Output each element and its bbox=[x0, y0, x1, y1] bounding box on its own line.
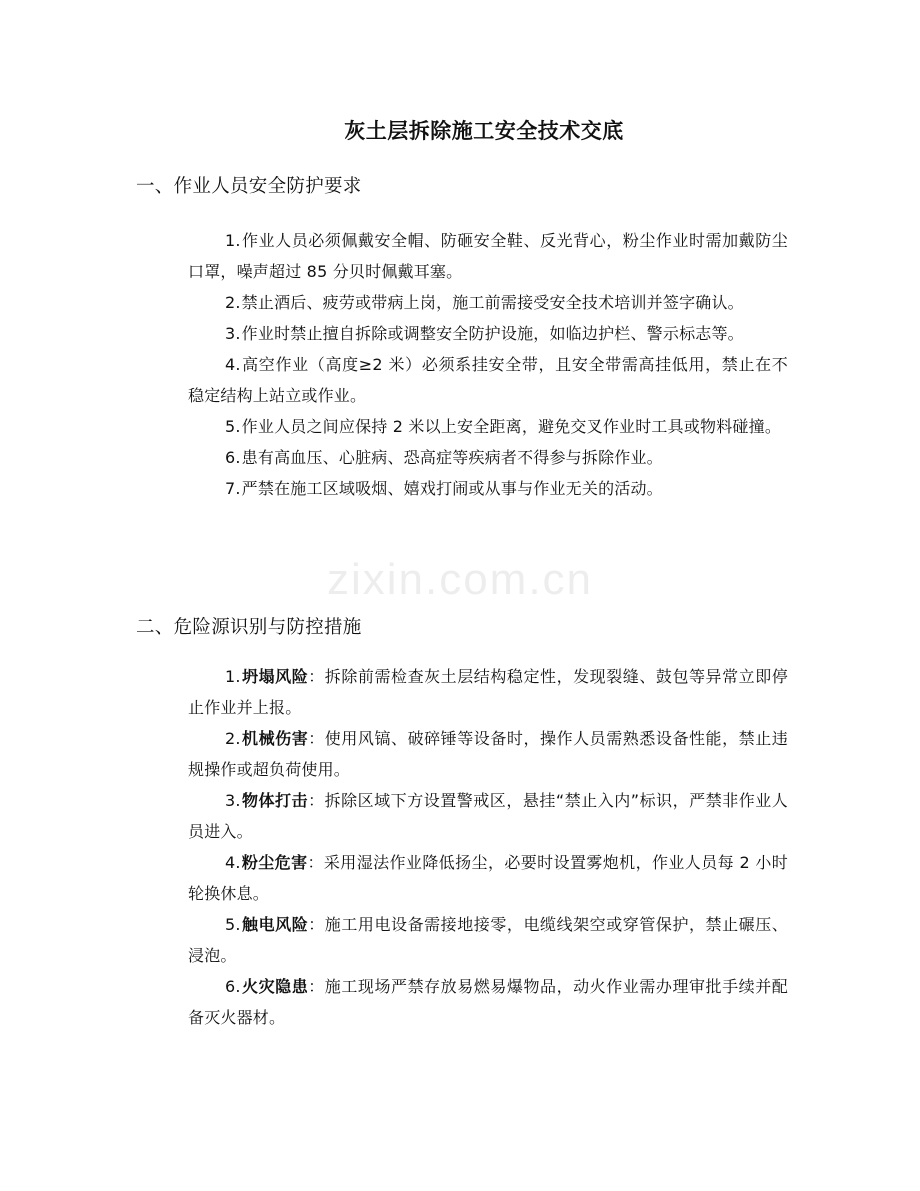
hazard-keyword: 机械伤害 bbox=[241, 729, 309, 748]
item-text: 禁止酒后、疲劳或带病上岗，施工前需接受安全技术培训并签字确认。 bbox=[241, 293, 744, 312]
hazard-keyword: 触电风险 bbox=[241, 915, 309, 934]
watermark: zixin.com.cn bbox=[326, 555, 594, 604]
list-item bbox=[188, 847, 788, 909]
item-text: ：拆除前需检查灰土层结构稳定性，发现裂缝、鼓包等异常立即停止作业并上报。 bbox=[188, 667, 788, 717]
item-number: 7. bbox=[225, 479, 241, 498]
item-text: 作业时禁止擅自拆除或调整安全防护设施，如临边护栏、警示标志等。 bbox=[241, 324, 744, 343]
list-item bbox=[188, 785, 788, 847]
item-number: 6. bbox=[225, 448, 241, 467]
item-number: 6. bbox=[225, 977, 241, 996]
list-item bbox=[188, 411, 788, 442]
hazard-keyword: 火灾隐患 bbox=[241, 977, 309, 996]
item-text: 患有高血压、心脏病、恐高症等疾病者不得参与拆除作业。 bbox=[241, 448, 663, 467]
item-text: 严禁在施工区域吸烟、嬉戏打闹或从事与作业无关的活动。 bbox=[241, 479, 663, 498]
item-number: 1. bbox=[225, 667, 241, 686]
item-number: 3. bbox=[225, 791, 241, 810]
item-text: ：使用风镐、破碎锤等设备时，操作人员需熟悉设备性能，禁止违规操作或超负荷使用。 bbox=[188, 729, 788, 779]
item-text: 高空作业（高度≥2 米）必须系挂安全带，且安全带需高挂低用，禁止在不稳定结构上站立或作业。 bbox=[188, 355, 788, 405]
item-text: 作业人员必须佩戴安全帽、防砸安全鞋、反光背心，粉尘作业时需加戴防尘口罩，噪声超过 85 分贝时佩戴耳塞。 bbox=[188, 231, 788, 281]
section-heading-protection: 一、作业人员安全防护要求 bbox=[136, 176, 362, 197]
item-number: 5. bbox=[225, 915, 241, 934]
list-item bbox=[188, 225, 788, 287]
document-title: 灰土层拆除施工安全技术交底 bbox=[344, 119, 624, 143]
item-number: 4. bbox=[225, 355, 241, 374]
item-number: 2. bbox=[225, 729, 241, 748]
list-item bbox=[188, 287, 788, 318]
item-text: ：采用湿法作业降低扬尘，必要时设置雾炮机，作业人员每 2 小时轮换休息。 bbox=[188, 853, 788, 903]
item-number: 2. bbox=[225, 293, 241, 312]
item-text: ：施工现场严禁存放易燃易爆物品，动火作业需办理审批手续并配备灭火器材。 bbox=[188, 977, 788, 1027]
item-text: ：施工用电设备需接地接零，电缆线架空或穿管保护，禁止碾压、浸泡。 bbox=[188, 915, 788, 965]
list-item bbox=[188, 318, 788, 349]
list-item bbox=[188, 661, 788, 723]
list-item bbox=[188, 909, 788, 971]
item-number: 5. bbox=[225, 417, 241, 436]
hazard-keyword: 物体打击 bbox=[241, 791, 309, 810]
item-text: ：拆除区域下方设置警戒区，悬挂“禁止入内”标识，严禁非作业人员进入。 bbox=[188, 791, 788, 841]
hazard-measures-list bbox=[188, 661, 788, 1033]
section-heading-hazards: 二、危险源识别与防控措施 bbox=[136, 617, 362, 638]
item-number: 3. bbox=[225, 324, 241, 343]
item-number: 4. bbox=[225, 853, 241, 872]
hazard-keyword: 坍塌风险 bbox=[241, 667, 309, 686]
item-number: 1. bbox=[225, 231, 241, 250]
item-text: 作业人员之间应保持 2 米以上安全距离，避免交叉作业时工具或物料碰撞。 bbox=[241, 417, 782, 436]
list-item bbox=[188, 473, 788, 504]
list-item bbox=[188, 971, 788, 1033]
protection-requirements-list bbox=[188, 225, 788, 504]
hazard-keyword: 粉尘危害 bbox=[241, 853, 308, 872]
list-item bbox=[188, 723, 788, 785]
list-item bbox=[188, 349, 788, 411]
list-item bbox=[188, 442, 788, 473]
